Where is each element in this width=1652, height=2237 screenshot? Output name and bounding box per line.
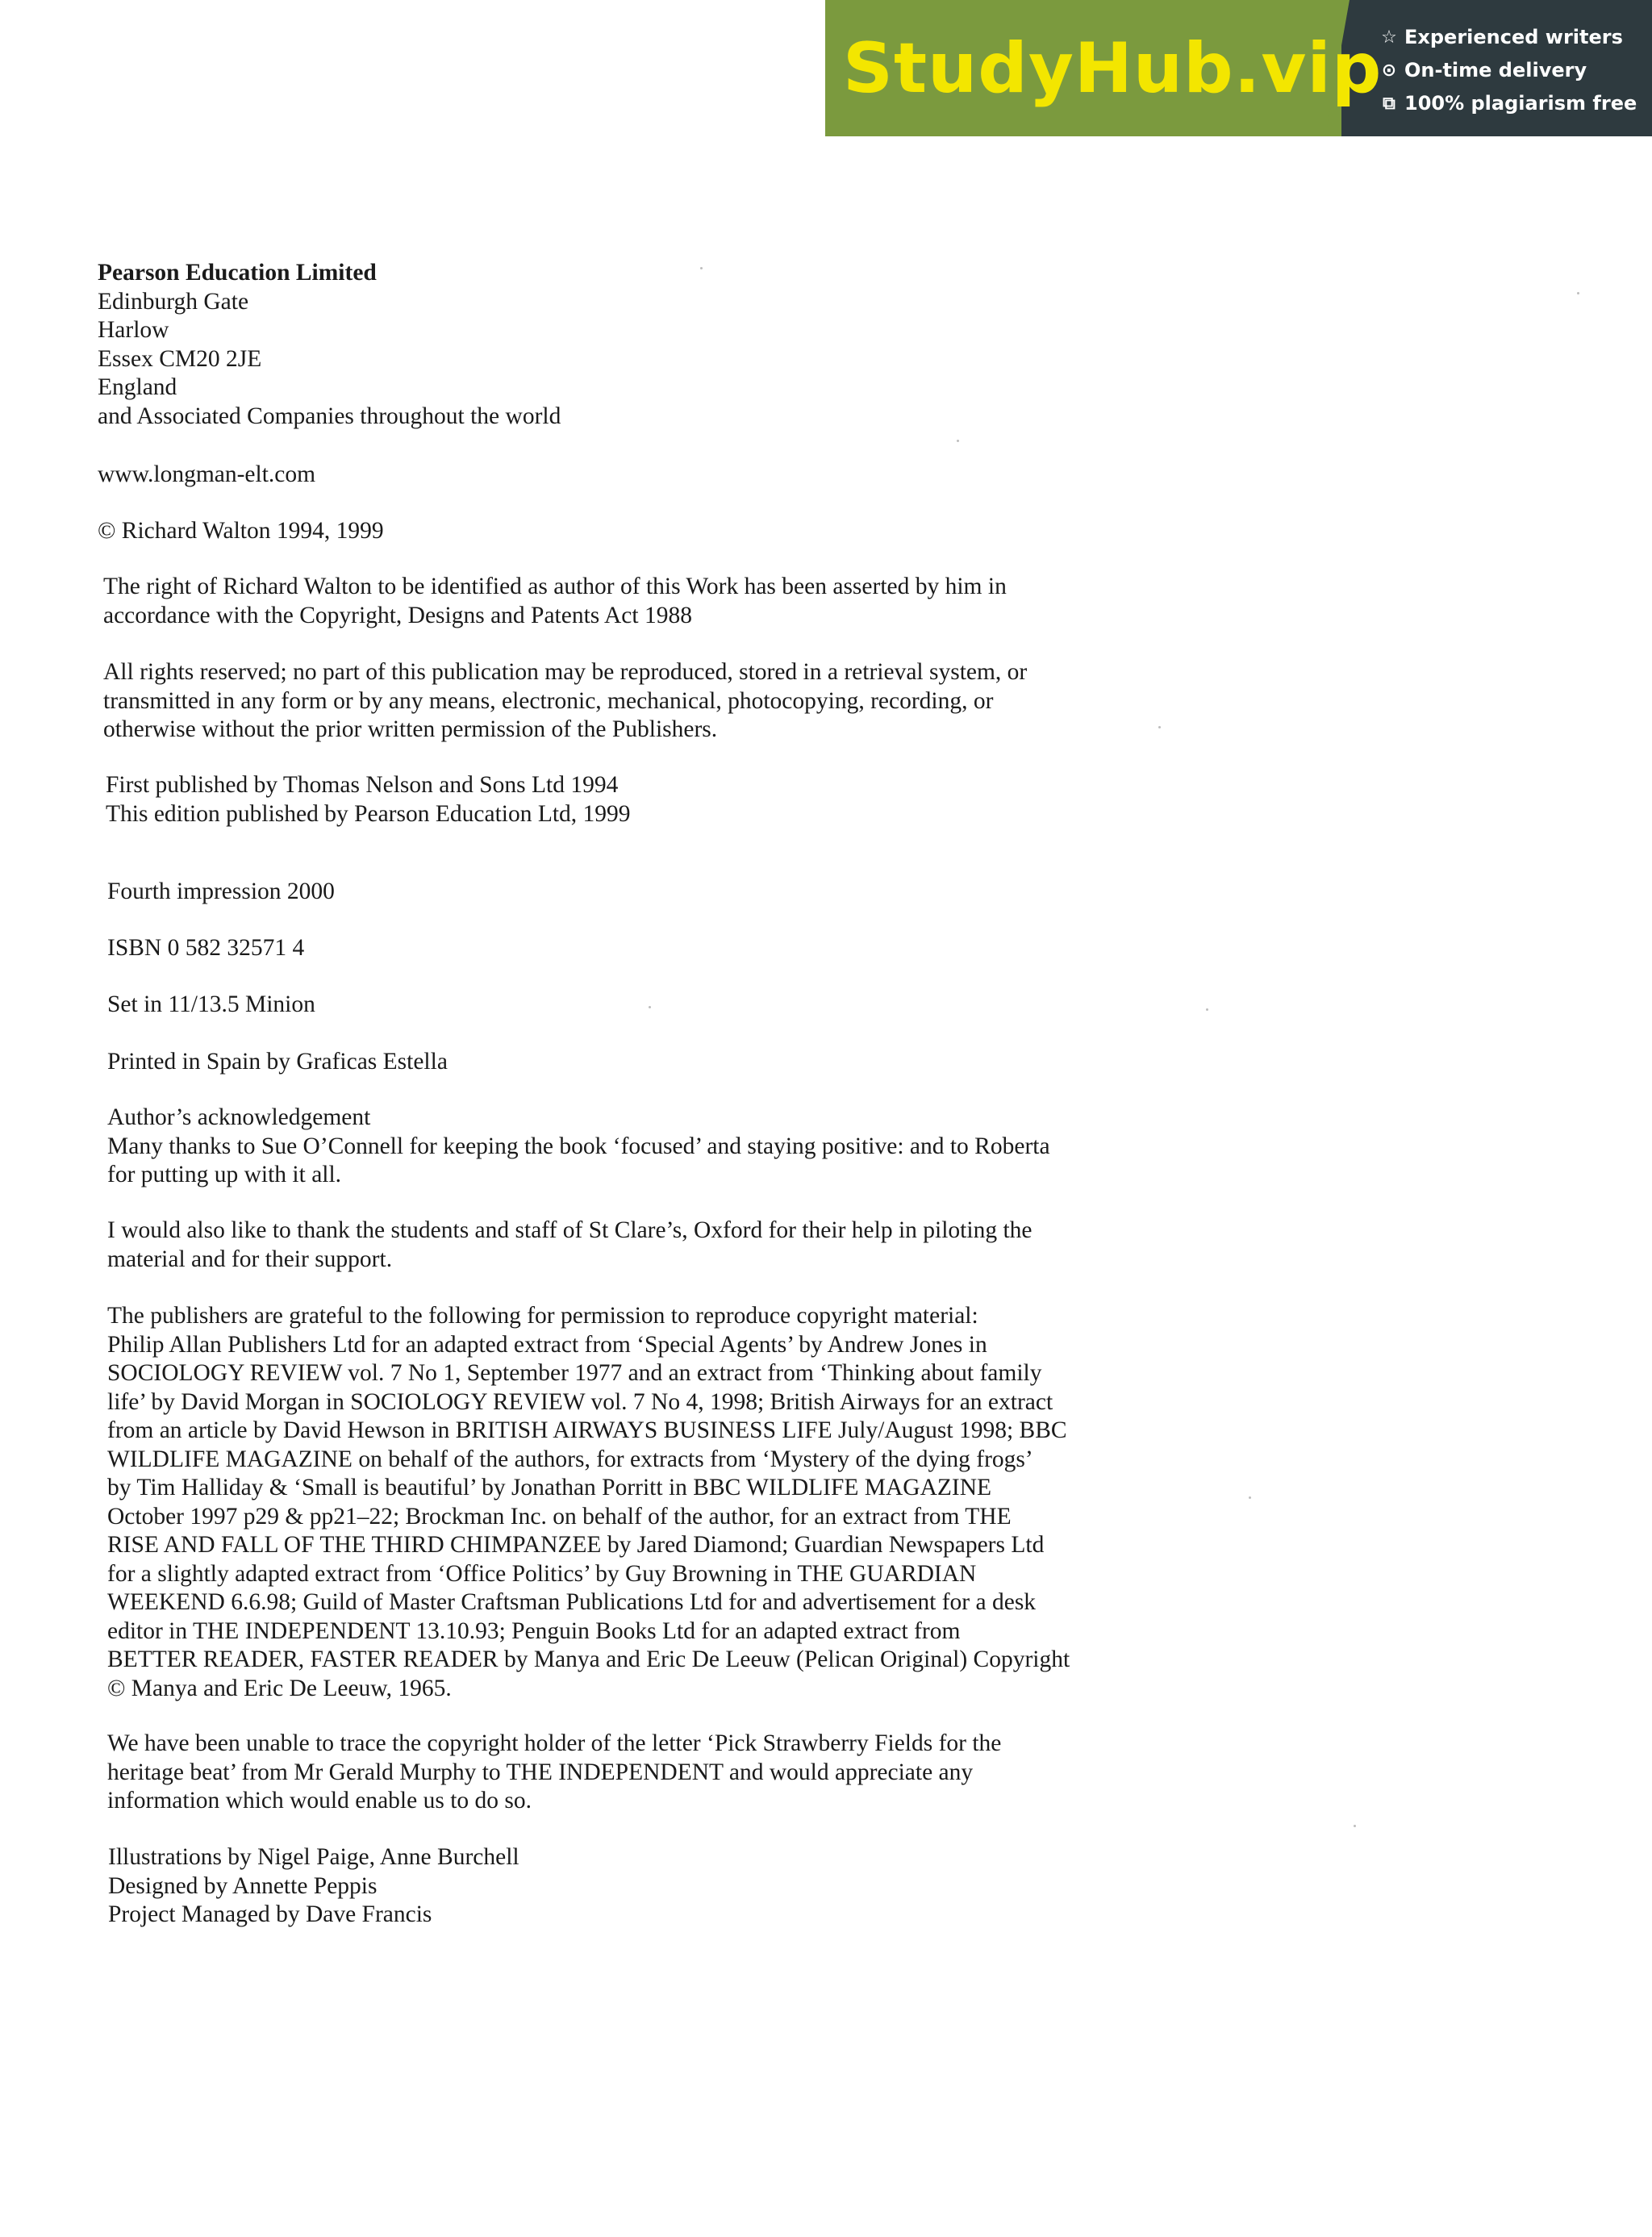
scan-speck [957, 440, 959, 442]
text-line: otherwise without the prior written permission of the Publishers. [103, 716, 718, 742]
isbn [107, 934, 1156, 963]
text-line: © Manya and Eric De Leeuw, 1965. [107, 1675, 452, 1701]
scan-speck [1206, 1008, 1208, 1011]
text-line: First published by Thomas Nelson and Sons Ltd 1994 [106, 772, 619, 798]
text-line: WEEKEND 6.6.98; Guild of Master Craftsman Publications Ltd for and advertisement for a desk [107, 1589, 1037, 1615]
address-line: Edinburgh Gate [98, 288, 249, 315]
typeset-line: Set in 11/13.5 Minion [107, 991, 315, 1017]
feature-on-time-delivery [1379, 54, 1637, 87]
text-line: We have been unable to trace the copyright holder of the letter ‘Pick Strawberry Fields for the [107, 1730, 1002, 1756]
credits [108, 1843, 1157, 1930]
publisher-address [98, 259, 1146, 431]
isbn-line: ISBN 0 582 32571 4 [107, 935, 305, 961]
text-line: by Tim Halliday & ‘Small is beautiful’ by Jonathan Porritt in BBC WILDLIFE MAGAZINE [107, 1475, 992, 1500]
copy-icon: ⧉ [1383, 94, 1395, 114]
scan-speck [1354, 1825, 1356, 1827]
studyhub-banner[interactable] [825, 0, 1652, 136]
scan-speck [1577, 292, 1579, 294]
text-line: information which would enable us to do so. [107, 1788, 532, 1813]
copyright-line: © Richard Walton 1994, 1999 [98, 518, 384, 544]
scan-speck [1249, 1496, 1251, 1499]
text-line: BETTER READER, FASTER READER by Manya and Eric De Leeuw (Pelican Original) Copyright [107, 1646, 1070, 1672]
scan-speck [700, 267, 703, 269]
publication-history [106, 771, 1154, 828]
text-line: The right of Richard Walton to be identified as author of this Work has been asserted by him in [103, 574, 1007, 599]
clock-icon: ⊙ [1381, 61, 1397, 81]
website [98, 461, 1146, 490]
feature-plagiarism-free [1379, 87, 1637, 120]
text-line: from an article by David Hewson in BRITISH AIRWAYS BUSINESS LIFE July/August 1998; BBC [107, 1417, 1067, 1443]
rights-reserved [103, 658, 1152, 745]
impression-line: Fourth impression 2000 [107, 879, 335, 904]
text-line: transmitted in any form or by any means, electronic, mechanical, photocopying, recording, or [103, 687, 994, 714]
address-line: Harlow [98, 317, 169, 343]
address-line: England [98, 374, 177, 400]
text-line: life’ by David Morgan in SOCIOLOGY REVIEW vol. 7 No 4, 1998; British Airways for an extract [107, 1388, 1053, 1415]
typeset [107, 991, 1156, 1020]
printer-line: Printed in Spain by Graficas Estella [107, 1049, 448, 1075]
feature-label: Experienced writers [1404, 26, 1623, 48]
rights-assertion [103, 573, 1152, 630]
text-line: editor in THE INDEPENDENT 13.10.93; Penguin Books Ltd for an adapted extract from [107, 1617, 961, 1644]
printer [107, 1048, 1156, 1077]
text-line: Philip Allan Publishers Ltd for an adapted extract from ‘Special Agents’ by Andrew Jones in [107, 1331, 987, 1358]
address-line: Essex CM20 2JE [98, 345, 262, 372]
credit-line: Project Managed by Dave Francis [108, 1901, 432, 1927]
text-line: October 1997 p29 & pp21–22; Brockman Inc. on behalf of the author, for an extract from THE [107, 1503, 1012, 1530]
text-line: accordance with the Copyright, Designs and Patents Act 1988 [103, 602, 692, 628]
text-line: RISE AND FALL OF THE THIRD CHIMPANZEE by Jared Diamond; Guardian Newspapers Ltd [107, 1532, 1045, 1558]
text-line: for putting up with it all. [107, 1162, 342, 1187]
acknowledgement-thanks [107, 1217, 1156, 1274]
scan-speck [649, 1006, 651, 1008]
text-line: heritage beat’ from Mr Gerald Murphy to THE INDEPENDENT and would appreciate any [107, 1759, 974, 1785]
feature-experienced-writers [1379, 21, 1637, 54]
text-line: All rights reserved; no part of this publication may be reproduced, stored in a retrieval system, or [103, 659, 1028, 685]
text-line: The publishers are grateful to the following for permission to reproduce copyright material: [107, 1303, 978, 1329]
text-line: material and for their support. [107, 1246, 393, 1272]
feature-label: On-time delivery [1404, 59, 1587, 81]
banner-logo[interactable]: StudyHub.vip [843, 28, 1383, 109]
text-line: WILDLIFE MAGAZINE on behalf of the authors, for extracts from ‘Mystery of the dying frogs’ [107, 1446, 1033, 1472]
website-url: www.longman-elt.com [98, 461, 316, 487]
text-line: I would also like to thank the students and staff of St Clare’s, Oxford for their help in piloting the [107, 1217, 1032, 1243]
untraced-copyright [107, 1730, 1156, 1816]
authors-acknowledgement [107, 1104, 1156, 1190]
publisher-name: Pearson Education Limited [98, 260, 377, 286]
text-line: This edition published by Pearson Education Ltd, 1999 [106, 800, 631, 827]
text-line: Many thanks to Sue O’Connell for keeping the book ‘focused’ and staying positive: and to Roberta [107, 1133, 1050, 1159]
credit-line: Illustrations by Nigel Paige, Anne Burchell [108, 1844, 519, 1870]
scan-speck [1158, 726, 1161, 728]
address-line: and Associated Companies throughout the world [98, 403, 561, 429]
text-line: SOCIOLOGY REVIEW vol. 7 No 1, September 1977 and an extract from ‘Thinking about family [107, 1360, 1042, 1386]
star-icon: ☆ [1381, 27, 1397, 48]
permissions [107, 1302, 1156, 1703]
credit-line: Designed by Annette Peppis [108, 1872, 378, 1899]
impression [107, 878, 1156, 907]
copyright-notice [98, 517, 1146, 546]
acknowledgement-heading: Author’s acknowledgement [107, 1104, 371, 1130]
banner-features [1379, 21, 1637, 120]
text-line: for a slightly adapted extract from ‘Office Politics’ by Guy Browning in THE GUARDIAN [107, 1560, 977, 1587]
feature-label: 100% plagiarism free [1404, 92, 1637, 115]
